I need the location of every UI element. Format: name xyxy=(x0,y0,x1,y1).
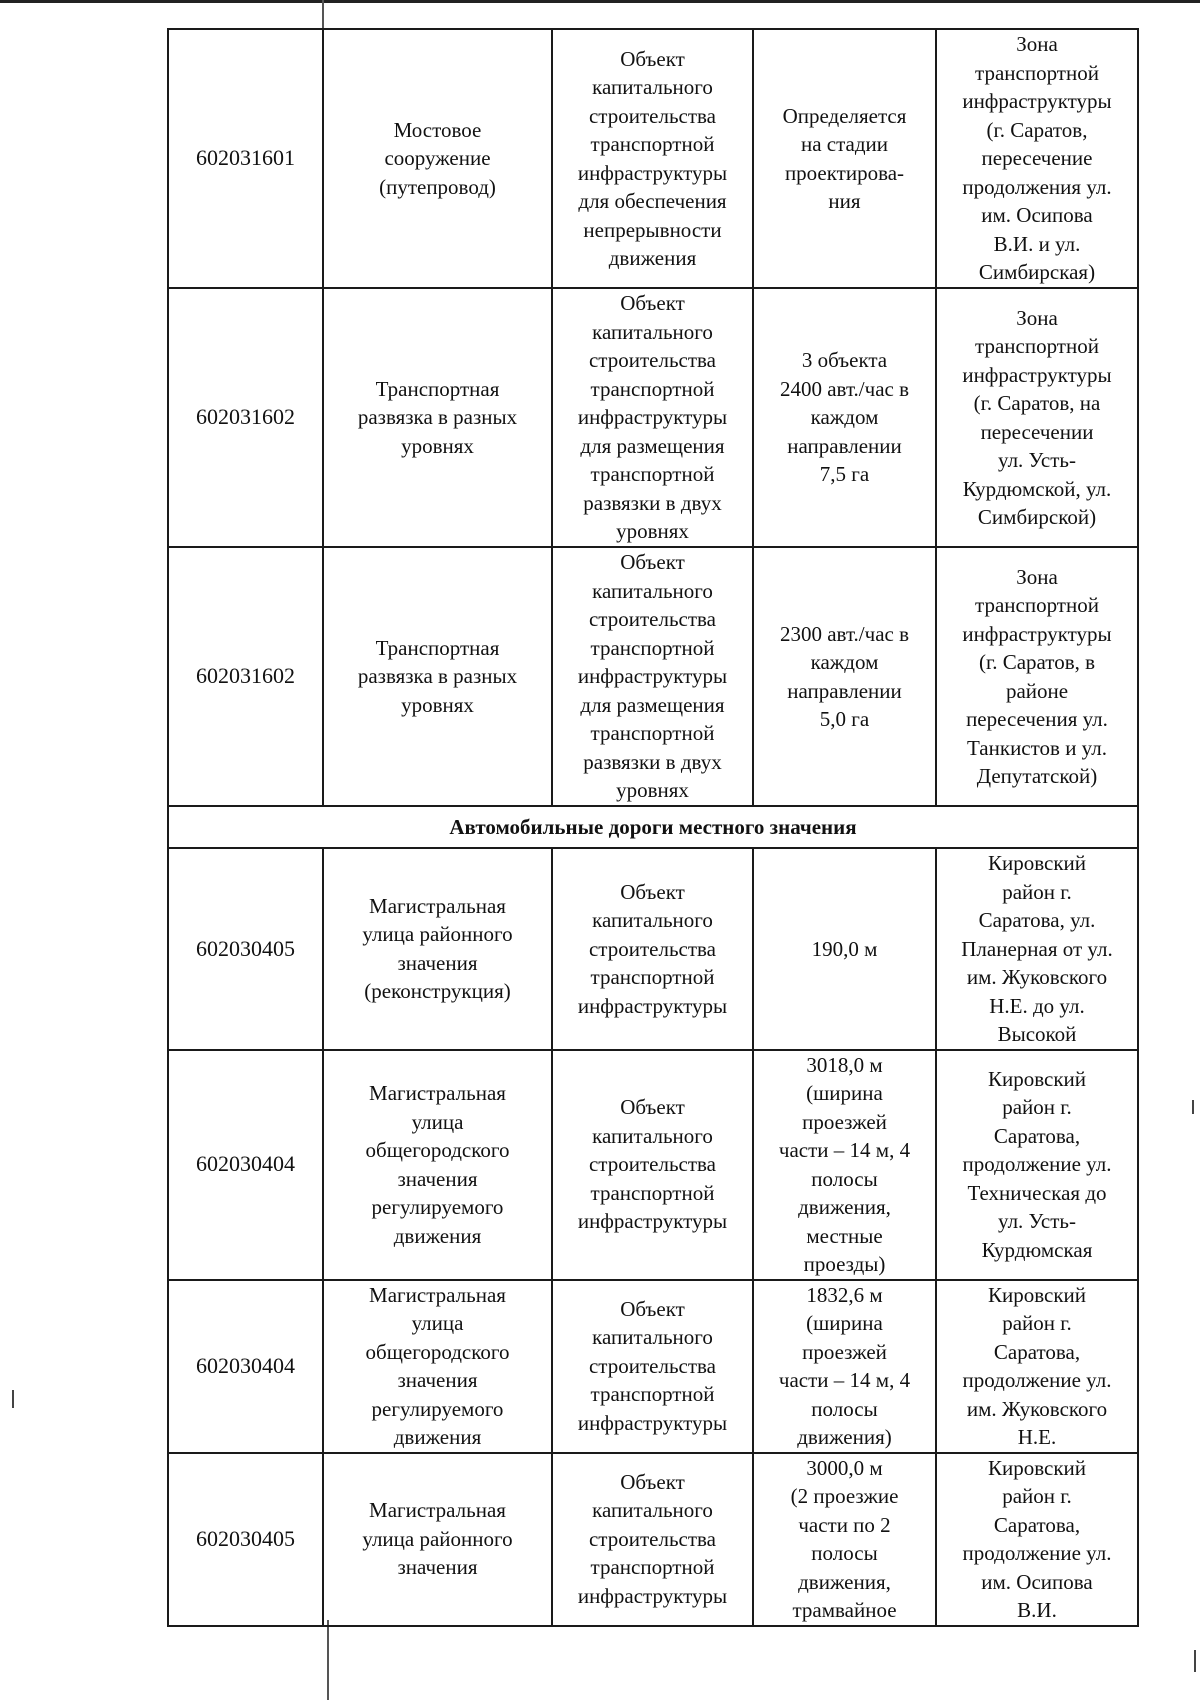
table-row xyxy=(168,29,1138,288)
object-name-cell: Мостовое сооружение (путепровод) xyxy=(323,29,552,288)
object-params-cell: 190,0 м xyxy=(753,848,936,1050)
object-code-cell: 602031601 xyxy=(168,29,323,288)
object-location-cell: Зона транспортной инфраструктуры (г. Саратов, пересечение продолжения ул. им. Осипова В.И. и ул. Симбирская) xyxy=(936,29,1138,288)
table-row xyxy=(168,288,1138,547)
object-type-cell: Объект капитального строительства транспортной инфраструктуры xyxy=(552,1280,753,1453)
table-row xyxy=(168,848,1138,1050)
object-type-cell: Объект капитального строительства транспортной инфраструктуры xyxy=(552,1050,753,1280)
table-row xyxy=(168,1280,1138,1453)
object-type-cell: Объект капитального строительства транспортной инфраструктуры xyxy=(552,1453,753,1626)
object-params-cell: 2300 авт./час в каждом направлении 5,0 га xyxy=(753,547,936,806)
section-header-row xyxy=(168,806,1138,848)
scan-margin-mark xyxy=(327,1620,329,1700)
document-table-container xyxy=(167,28,1137,1627)
object-type-cell: Объект капитального строительства транспортной инфраструктуры для обеспечения непрерывности движения xyxy=(552,29,753,288)
table-row xyxy=(168,1050,1138,1280)
object-name-cell: Магистральная улица районного значения (реконструкция) xyxy=(323,848,552,1050)
object-params-cell: Определяется на стадии проектирова- ния xyxy=(753,29,936,288)
object-name-cell: Транспортная развязка в разных уровнях xyxy=(323,547,552,806)
object-name-cell: Магистральная улица районного значения xyxy=(323,1453,552,1626)
scan-border-top xyxy=(0,0,1200,3)
object-code-cell: 602030404 xyxy=(168,1050,323,1280)
object-location-cell: Кировский район г. Саратова, продолжение ул. им. Жуковского Н.Е. xyxy=(936,1280,1138,1453)
object-type-cell: Объект капитального строительства транспортной инфраструктуры xyxy=(552,848,753,1050)
table-row xyxy=(168,1453,1138,1626)
object-params-cell: 3 объекта 2400 авт./час в каждом направлении 7,5 га xyxy=(753,288,936,547)
scan-speck xyxy=(1192,1100,1194,1114)
object-location-cell: Кировский район г. Саратова, ул. Планерная от ул. им. Жуковского Н.Е. до ул. Высокой xyxy=(936,848,1138,1050)
object-code-cell: 602030404 xyxy=(168,1280,323,1453)
object-type-cell: Объект капитального строительства транспортной инфраструктуры для размещения транспортной развязки в двух уровнях xyxy=(552,547,753,806)
scan-speck xyxy=(1194,1650,1196,1672)
object-type-cell: Объект капитального строительства транспортной инфраструктуры для размещения транспортной развязки в двух уровнях xyxy=(552,288,753,547)
object-code-cell: 602031602 xyxy=(168,547,323,806)
object-location-cell: Зона транспортной инфраструктуры (г. Саратов, в районе пересечения ул. Танкистов и ул. Депутатской) xyxy=(936,547,1138,806)
object-location-cell: Зона транспортной инфраструктуры (г. Саратов, на пересечении ул. Усть- Курдюмской, ул. Симбирской) xyxy=(936,288,1138,547)
object-params-cell: 3000,0 м (2 проезжие части по 2 полосы движения, трамвайное xyxy=(753,1453,936,1626)
scan-speck xyxy=(12,1390,14,1408)
object-location-cell: Кировский район г. Саратова, продолжение ул. им. Осипова В.И. xyxy=(936,1453,1138,1626)
object-name-cell: Транспортная развязка в разных уровнях xyxy=(323,288,552,547)
object-location-cell: Кировский район г. Саратова, продолжение ул. Техническая до ул. Усть- Курдюмская xyxy=(936,1050,1138,1280)
objects-table xyxy=(167,28,1139,1627)
object-code-cell: 602030405 xyxy=(168,848,323,1050)
object-name-cell: Магистральная улица общегородского значения регулируемого движения xyxy=(323,1280,552,1453)
section-title: Автомобильные дороги местного значения xyxy=(168,806,1138,848)
object-code-cell: 602030405 xyxy=(168,1453,323,1626)
object-code-cell: 602031602 xyxy=(168,288,323,547)
object-params-cell: 1832,6 м (ширина проезжей части – 14 м, 4 полосы движения) xyxy=(753,1280,936,1453)
table-row xyxy=(168,547,1138,806)
object-name-cell: Магистральная улица общегородского значения регулируемого движения xyxy=(323,1050,552,1280)
object-params-cell: 3018,0 м (ширина проезжей части – 14 м, 4 полосы движения, местные проезды) xyxy=(753,1050,936,1280)
